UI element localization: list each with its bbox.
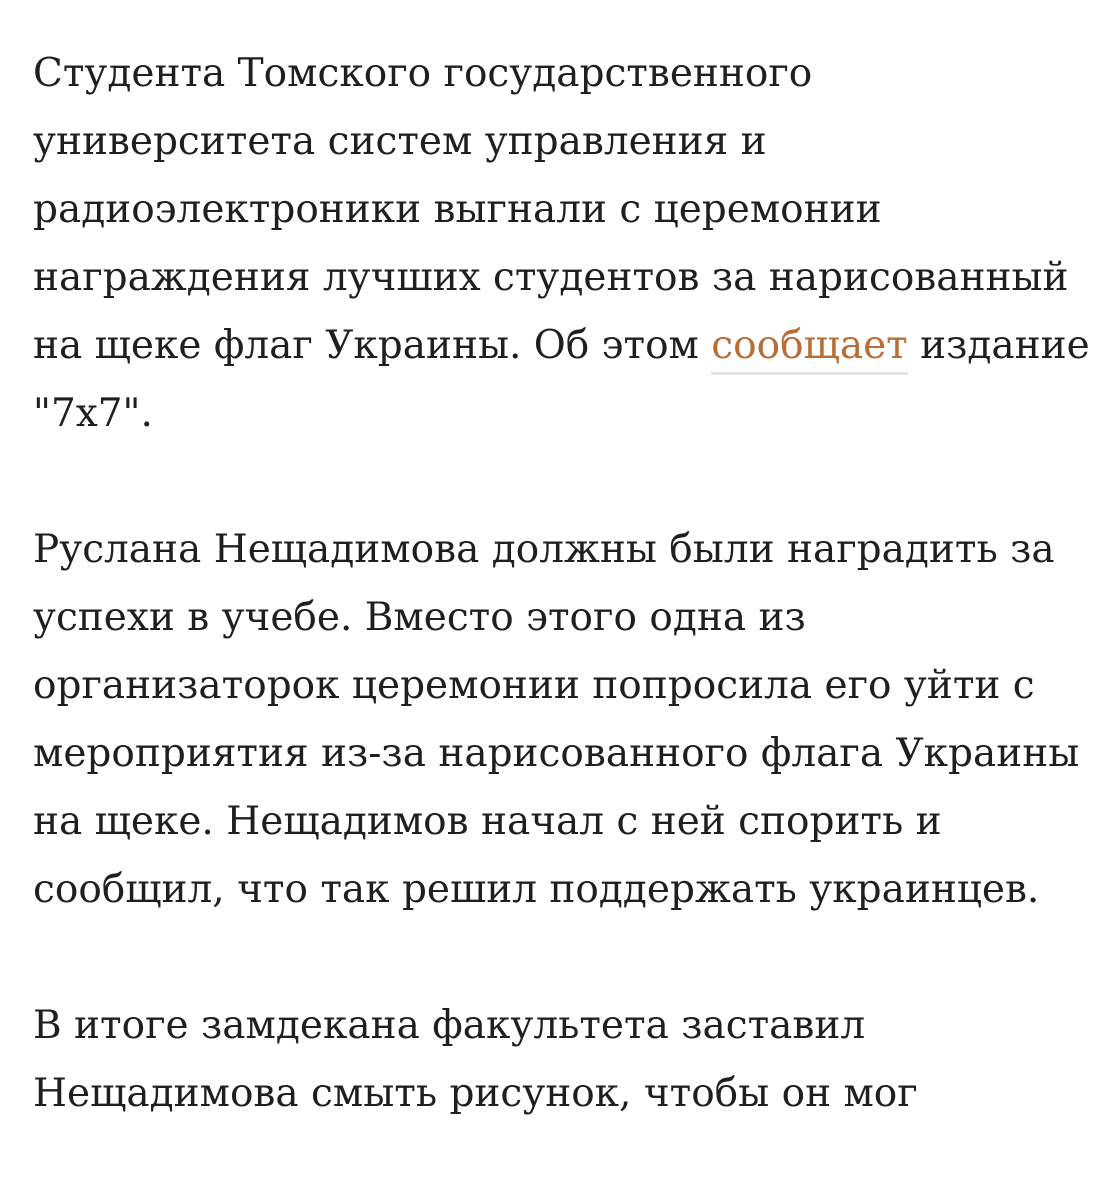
article-body (33, 40, 1103, 1128)
paragraph-1-text-end: издание "7x7". (33, 323, 1090, 436)
paragraph-3: В итоге замдекана факультета заставил Нещадимова смыть рисунок, чтобы он мог (33, 1003, 918, 1116)
paragraph-2: Руслана Нещадимова должны были наградить за успехи в учебе. Вместо этого одна из организаторок церемонии попросила его уйти с мероприятия из-за нарисованного флага Украины на щеке. Нещадимов начал с ней спорить и сообщил, что так решил поддержать украинцев. (33, 527, 1080, 912)
source-link[interactable]: сообщает (711, 323, 907, 375)
paragraph-1-text-start: Студента Томского государственного университета систем управления и радиоэлектроники выгнали с церемонии награждения лучших студентов за нарисованный на щеке флаг Украины. Об этом (33, 51, 1069, 368)
paragraph-1 (33, 40, 1103, 448)
